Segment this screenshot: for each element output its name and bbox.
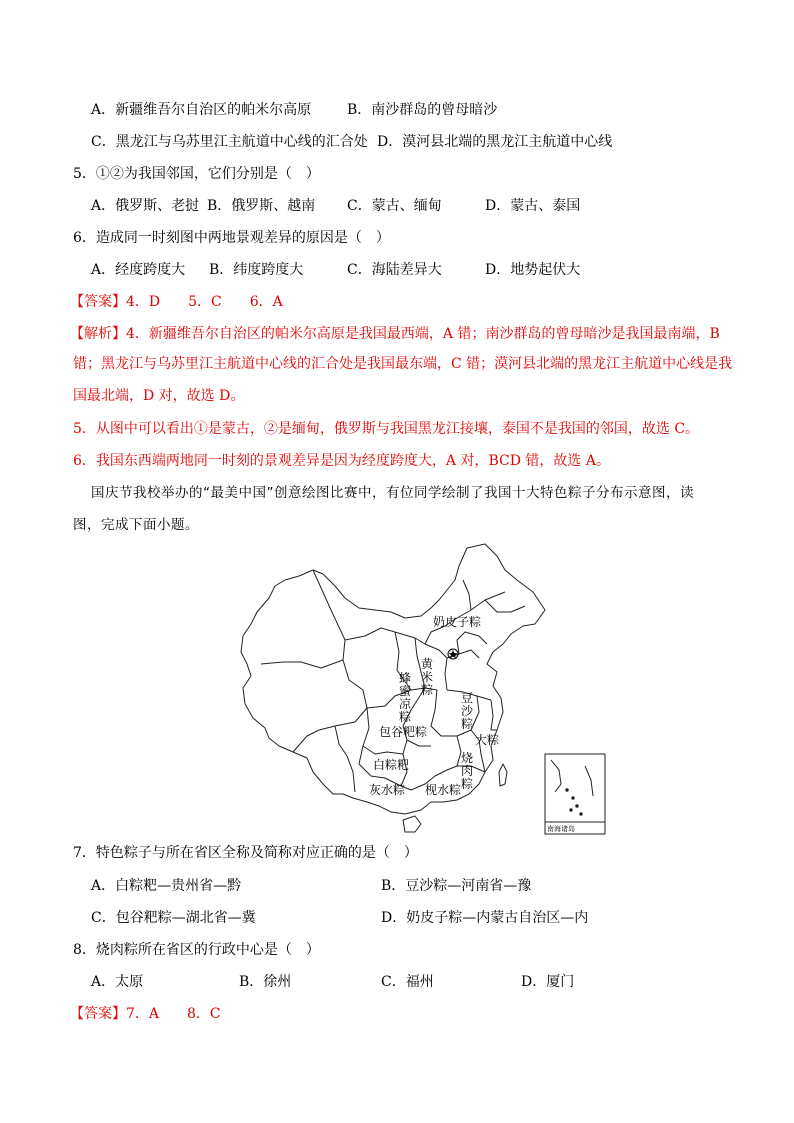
intro-line-2: 图，完成下面小题。 xyxy=(73,517,199,533)
hainan-island xyxy=(403,816,421,832)
analysis-line-1: 【解析】4．新疆维吾尔自治区的帕米尔高原是我国最西端，A 错；南沙群岛的曾母暗沙是我国最南端，B xyxy=(70,326,720,342)
label-huishui: 灰水粽 xyxy=(369,783,406,797)
q8-option-a[interactable]: A．太原 xyxy=(91,974,144,990)
q8-option-c[interactable]: C．福州 xyxy=(381,974,434,990)
beijing-star-icon xyxy=(448,649,458,659)
taiwan-island xyxy=(499,764,507,786)
analysis-line-5: 6．我国东西端两地同一时刻的景观差异是因为经度跨度大，A 对，BCD 错，故选 A。 xyxy=(73,453,610,469)
answer-7-8: 【答案】7．A 8．C xyxy=(70,1006,221,1022)
label-fengmi: 蜂蜜凉粽 xyxy=(399,671,412,724)
zongzi-distribution-map xyxy=(235,540,615,836)
south-sea-inset xyxy=(545,754,605,834)
q6-option-a[interactable]: A．经度跨度大 xyxy=(91,262,186,278)
q5-option-c[interactable]: C．蒙古、缅甸 xyxy=(347,198,442,214)
label-baogu: 包谷粑粽 xyxy=(379,725,428,739)
label-dousha: 豆沙粽 xyxy=(461,691,474,731)
q4-option-c[interactable]: C．黑龙江与乌苏里江主航道中心线的汇合处 xyxy=(91,134,368,150)
answer-4-6: 【答案】4．D 5．C 6．A xyxy=(70,294,283,310)
q5-option-d[interactable]: D．蒙古、泰国 xyxy=(485,198,581,214)
q5-option-a[interactable]: A．俄罗斯、老挝 xyxy=(91,198,200,214)
label-jianshui: 枧水粽 xyxy=(425,783,462,797)
q6-stem: 6．造成同一时刻图中两地景观差异的原因是（ ） xyxy=(73,230,390,246)
label-dazong: 大粽 xyxy=(475,733,500,747)
q5-option-b[interactable]: B．俄罗斯、越南 xyxy=(207,198,316,214)
label-huangmi: 黄米粽 xyxy=(421,657,434,697)
q7-stem: 7．特色粽子与所在省区全称及简称对应正确的是（ ） xyxy=(73,845,418,861)
q7-option-b[interactable]: B．豆沙粽—河南省—豫 xyxy=(381,878,532,894)
q6-option-b[interactable]: B．纬度跨度大 xyxy=(209,262,304,278)
q7-option-c[interactable]: C．包谷粑粽—湖北省—冀 xyxy=(91,910,256,926)
q8-option-b[interactable]: B．徐州 xyxy=(239,974,292,990)
q6-option-d[interactable]: D．地势起伏大 xyxy=(485,262,581,278)
q7-option-d[interactable]: D．奶皮子粽—内蒙古自治区—内 xyxy=(381,910,589,926)
label-shaorou: 烧肉粽 xyxy=(461,751,474,791)
q8-stem: 8．烧肉粽所在省区的行政中心是（ ） xyxy=(73,942,320,958)
q8-option-d[interactable]: D．厦门 xyxy=(521,974,575,990)
q4-option-a[interactable]: A．新疆维吾尔自治区的帕米尔高原 xyxy=(91,102,312,118)
q5-stem: 5．①②为我国邻国，它们分别是（ ） xyxy=(73,166,320,182)
intro-line-1: 国庆节我校举办的“最美中国”创意绘图比赛中，有位同学绘制了我国十大特色粽子分布示意图，读 xyxy=(91,485,694,501)
q7-option-a[interactable]: A．白粽粑—贵州省—黔 xyxy=(91,878,242,894)
label-inset: 南海诸岛 xyxy=(547,825,575,833)
q4-option-d[interactable]: D．漠河县北端的黑龙江主航道中心线 xyxy=(377,134,613,150)
analysis-line-4: 5．从图中可以看出①是蒙古，②是缅甸，俄罗斯与我国黑龙江接壤，泰国不是我国的邻国，故选 C。 xyxy=(73,421,700,437)
q6-option-c[interactable]: C．海陆差异大 xyxy=(347,262,442,278)
q4-option-b[interactable]: B．南沙群岛的曾母暗沙 xyxy=(347,102,498,118)
analysis-line-2: 错；黑龙江与乌苏里江主航道中心线的汇合处是我国最东端，C 错；漠河县北端的黑龙江主航道中心线是我 xyxy=(73,356,733,372)
analysis-line-3: 国最北端，D 对，故选 D。 xyxy=(73,388,245,404)
label-naipi: 奶皮子粽 xyxy=(433,615,482,629)
label-baizong: 白粽粑 xyxy=(373,758,410,772)
